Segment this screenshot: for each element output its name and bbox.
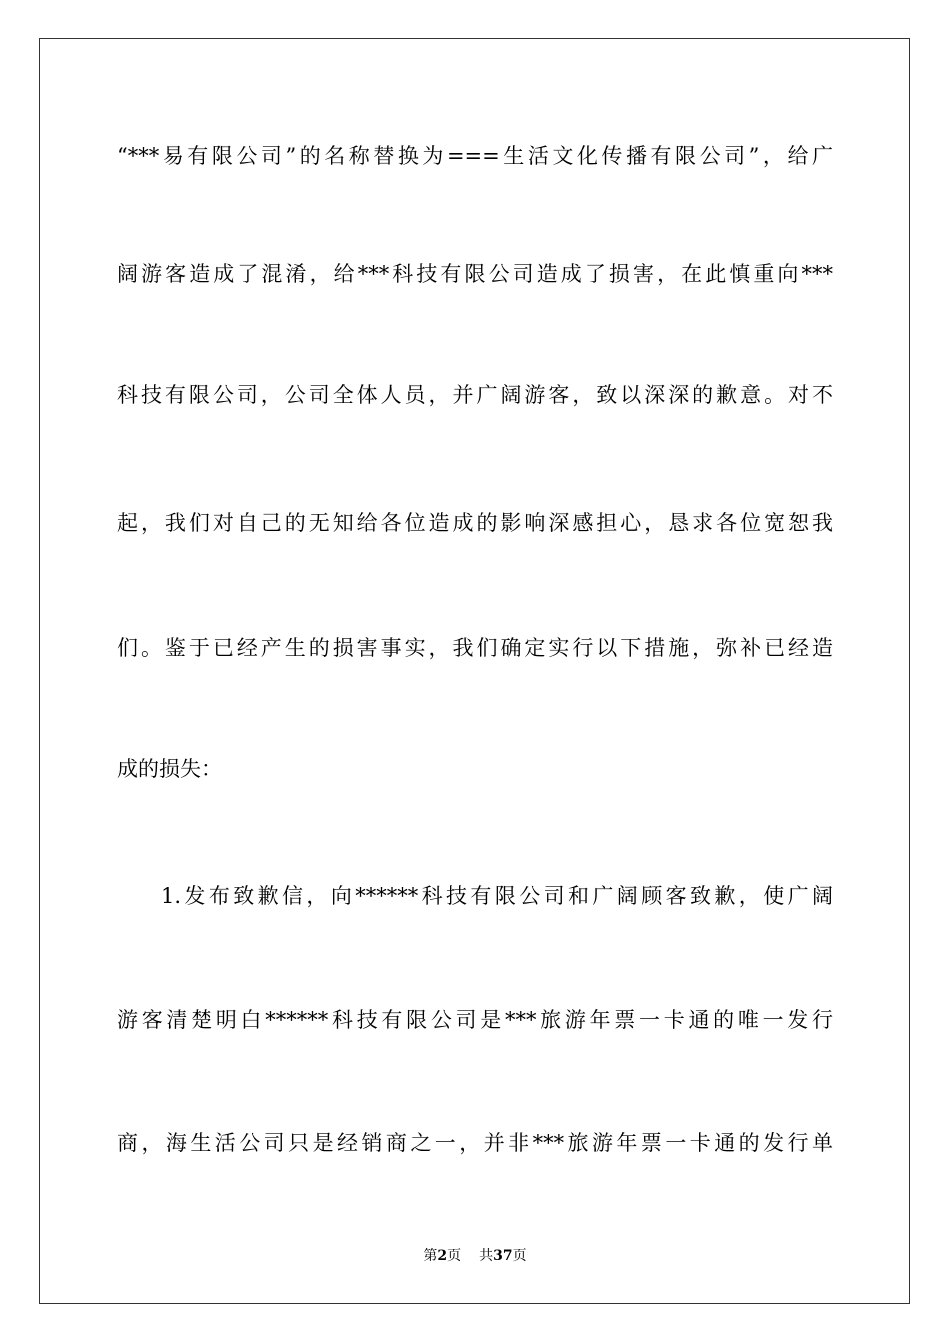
page-prefix: 第 (423, 1248, 438, 1264)
text-line: 们。鉴于已经产生的损害事实，我们确定实行以下措施，弥补已经造 (117, 636, 833, 660)
text-line: 科技有限公司，公司全体人员，并广阔游客，致以深深的歉意。对不 (117, 383, 833, 407)
page-border (39, 38, 910, 1304)
text-line: 阔游客造成了混淆，给***科技有限公司造成了损害，在此慎重向*** (117, 262, 833, 286)
page-footer (0, 1247, 950, 1265)
text-line: 1.发布致歉信，向******科技有限公司和广阔顾客致歉，使广阔 (161, 884, 833, 908)
text-line: 游客清楚明白******科技有限公司是***旅游年票一卡通的唯一发行 (117, 1008, 833, 1032)
page-suffix: 页 (447, 1248, 462, 1264)
total-prefix: 共 (479, 1248, 494, 1264)
page-number: 2 (437, 1248, 448, 1264)
text-line: 商，海生活公司只是经销商之一，并非***旅游年票一卡通的发行单 (117, 1131, 833, 1155)
text-line: “***易有限公司”的名称替换为===生活文化传播有限公司”，给广 (117, 144, 833, 168)
total-pages: 37 (493, 1248, 513, 1264)
text-line: 成的损失： (117, 757, 222, 781)
text-line: 起，我们对自己的无知给各位造成的影响深感担心，恳求各位宽恕我 (117, 511, 833, 535)
total-suffix: 页 (512, 1248, 527, 1264)
